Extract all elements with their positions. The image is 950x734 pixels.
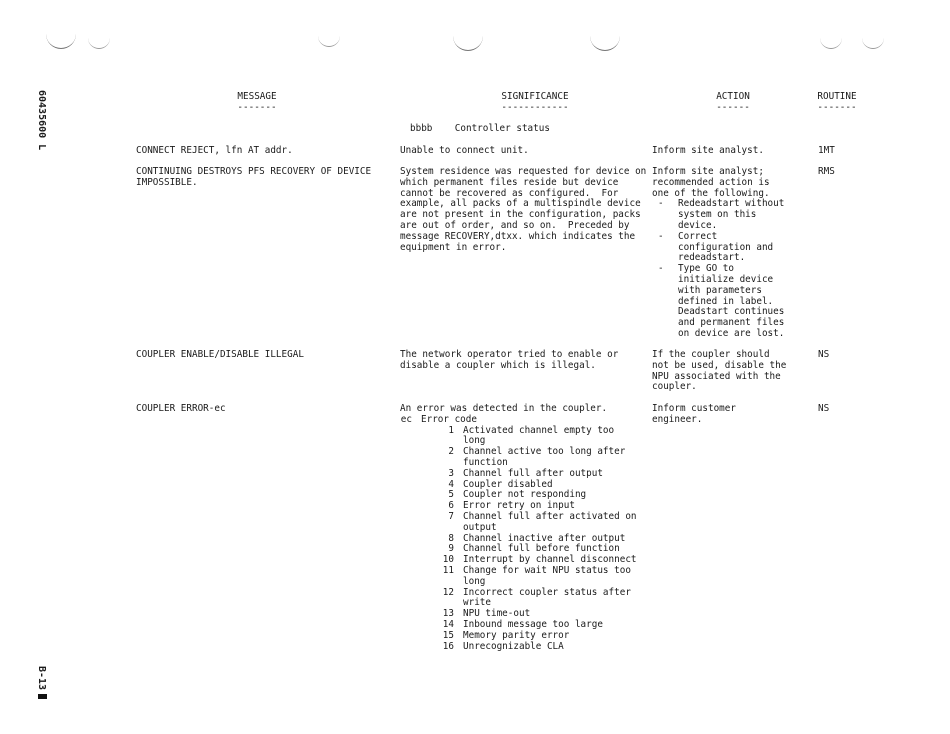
error-code-text: Activated channel empty too long [463, 424, 615, 447]
error-code-row [434, 447, 645, 469]
error-code-list [434, 426, 645, 653]
entry-action [652, 167, 802, 340]
error-code-text: Unrecognizable CLA [463, 640, 564, 652]
header-significance: SIGNIFICANCE ------------ [501, 91, 569, 113]
punch-hole [318, 36, 340, 47]
error-code-text: Interrupt by channel disconnect [463, 554, 637, 566]
error-code-number: 11 [442, 564, 454, 576]
error-code-number: 6 [448, 500, 454, 512]
entry-action: If the coupler should not be used, disable the NPU associated with the coupler. [652, 349, 787, 393]
error-code-number: 2 [448, 446, 454, 458]
error-code-text: Coupler disabled [463, 478, 553, 490]
error-code-row [434, 469, 645, 480]
status-code: bbbb [410, 123, 433, 134]
header-action: ACTION ------ [716, 91, 750, 113]
header-routine: ROUTINE ------- [817, 91, 857, 113]
error-code-row [434, 631, 645, 642]
entry-significance: The network operator tried to enable or disable a coupler which is illegal. [400, 349, 619, 371]
entry-significance: System residence was requested for device on which permanent files reside but device cannot be recovered as configured. For example, all packs of a multispindle device are not present in the configuration, packs are out of order, and so on. Preceded by message RECOVERY,dtxx. which indicates the equipment in error. [400, 166, 647, 253]
error-code-text: Change for wait NPU status too long [463, 564, 631, 587]
error-code-number: 7 [448, 510, 454, 522]
punch-hole [862, 38, 884, 49]
entry-message: COUPLER ENABLE/DISABLE ILLEGAL [136, 349, 304, 360]
entry-message: COUPLER ERROR-ec [136, 403, 226, 414]
error-code-number: 3 [448, 467, 454, 479]
entry-action: Inform site analyst. [652, 145, 764, 156]
error-code-text: Channel active too long after function [463, 446, 626, 468]
error-code-text: Channel full after output [463, 467, 603, 479]
entry-routine: NS [818, 349, 830, 360]
punch-hole [590, 36, 620, 51]
error-code-text: Memory parity error [463, 629, 570, 641]
error-code-row [434, 426, 645, 448]
error-code-row [434, 588, 645, 610]
entry-routine: 1MT [818, 145, 835, 156]
error-code-header: ec Error code [400, 413, 477, 425]
page-marker [38, 694, 47, 699]
error-code-number: 5 [448, 489, 454, 501]
error-code-text: Coupler not responding [463, 489, 587, 501]
entry-message: CONNECT REJECT, lfn AT addr. [136, 145, 293, 156]
punch-hole [453, 36, 483, 51]
action-bullet: - Type GO to initialize device with parameters defined in label. Deadstart continues and permanent files on device are lost. [658, 263, 785, 339]
action-intro: Inform site analyst; recommended action is one of the following. [652, 166, 770, 199]
error-code-row [434, 566, 645, 588]
page-number: B-13 [36, 666, 47, 691]
entry-routine: RMS [818, 166, 835, 177]
error-code-text: Channel full after activated on output [463, 510, 637, 533]
error-code-row [434, 512, 645, 534]
error-code-row [434, 642, 645, 653]
error-code-text: Channel full before function [463, 543, 620, 555]
error-code-text: Inbound message too large [463, 618, 603, 630]
error-code-number: 15 [442, 629, 454, 641]
entry-action: Inform customer engineer. [652, 403, 736, 425]
error-code-number: 16 [442, 640, 454, 652]
status-text: Controller status [454, 123, 550, 134]
entry-routine: NS [818, 403, 830, 414]
error-code-number: 14 [442, 618, 454, 630]
punch-hole [88, 38, 110, 49]
error-code-number: 8 [448, 532, 454, 544]
action-bullet: - Correct configuration and redeadstart. [658, 230, 774, 264]
continuation-line [410, 124, 550, 135]
header-message: MESSAGE ------- [237, 91, 277, 113]
significance-text: An error was detected in the coupler. [400, 403, 608, 414]
error-code-text: NPU time-out [463, 608, 531, 620]
entry-significance [400, 404, 645, 652]
error-code-text: Incorrect coupler status after write [463, 586, 631, 609]
error-code-text: Channel inactive after output [463, 532, 626, 544]
punch-hole [46, 34, 76, 49]
error-code-number: 12 [442, 586, 454, 598]
entry-significance: Unable to connect unit. [400, 145, 529, 156]
punch-hole [820, 38, 842, 49]
error-code-number: 9 [448, 543, 454, 555]
entry-message: CONTINUING DESTROYS PFS RECOVERY OF DEVICE IMPOSSIBLE. [136, 166, 372, 188]
action-bullet: - Redeadstart without system on this device. [658, 198, 785, 231]
error-code-number: 4 [448, 478, 454, 490]
error-code-number: 10 [442, 554, 454, 566]
error-code-number: 13 [442, 608, 454, 620]
error-code-text: Error retry on input [463, 500, 575, 512]
document-number: 60435600 L [36, 90, 47, 151]
error-code-number: 1 [448, 424, 454, 436]
